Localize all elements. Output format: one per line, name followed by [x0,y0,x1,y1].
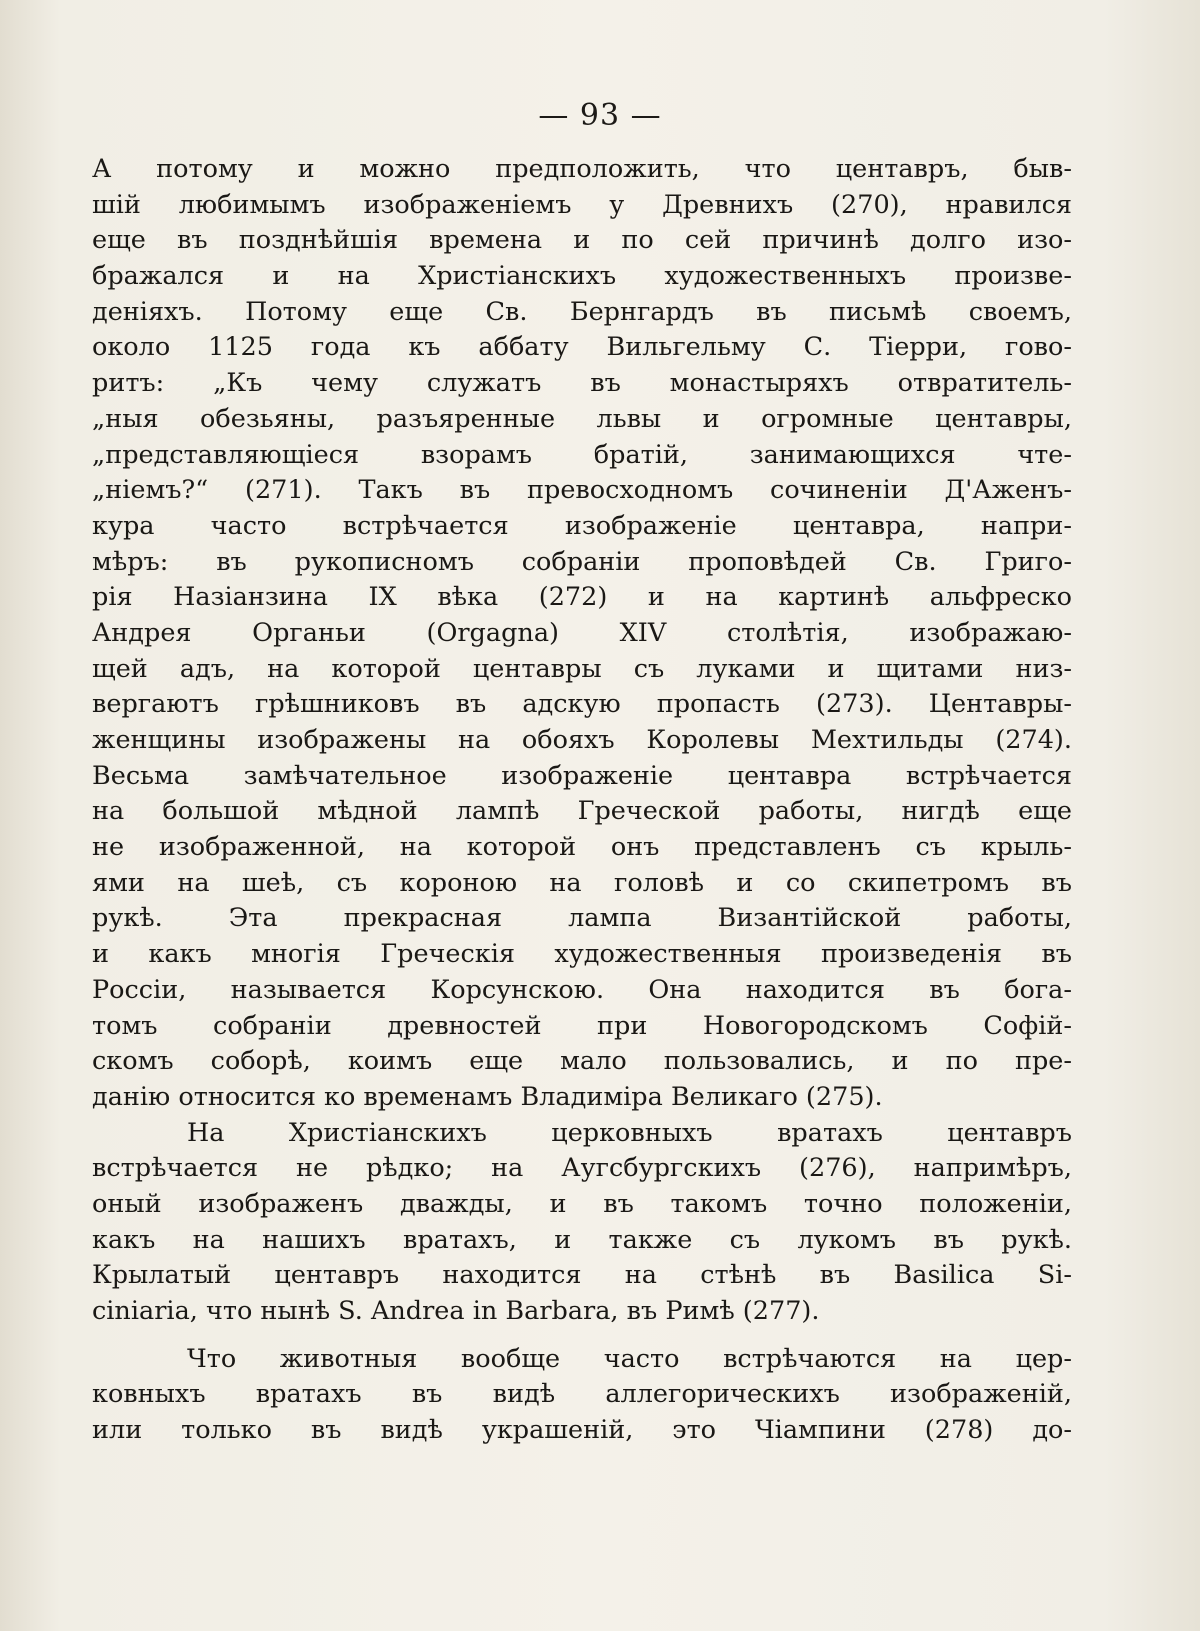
text-line: не изображенной, на которой онъ представленъ съ крыль- [92,832,1072,863]
text-line: ciniaria, что нынѣ S. Andrea in Barbara, въ Римѣ (277). [92,1296,820,1326]
text-line: вергаютъ грѣшниковъ въ адскую пропасть (273). Центавры- [92,689,1072,720]
text-line: еще въ позднѣйшія времена и по сей причинѣ долго изо- [92,225,1072,256]
text-line: Весьма замѣчательное изображеніе центавра встрѣчается [92,760,1072,791]
text-line: на большой мѣдной лампѣ Греческой работы, нигдѣ еще [92,796,1072,827]
text-line: мѣръ: въ рукописномъ собраніи проповѣдей Св. Григо- [92,546,1072,577]
text-line: данію относится ко временамъ Владиміра Великаго (275). [92,1081,883,1112]
text-line: Что животныя вообще часто встрѣчаются на цер- [187,1343,1072,1374]
text-line: женщины изображены на обояхъ Королевы Мехтильды (274). [92,725,1072,755]
text-line: кура часто встрѣчается изображеніе центавра, напри- [92,510,1072,541]
text-line: скомъ соборѣ, коимъ еще мало пользовались, и по пре- [92,1046,1072,1077]
paragraph-2 [92,1116,1072,1330]
text-line: Андрея Органьи (Orgagna) XIV столѣтія, изображаю- [92,617,1072,648]
body-text [92,152,1072,1449]
paragraph-3 [92,1342,1072,1449]
text-line: ритъ: „Къ чему служатъ въ монастыряхъ отвратитель- [92,368,1072,399]
text-line: рія Назіанзина IX вѣка (272) и на картинѣ альфреско [92,582,1072,613]
text-line: какъ на нашихъ вратахъ, и также съ лукомъ въ рукѣ. [92,1224,1072,1255]
text-line: бражался и на Христіанскихъ художественныхъ произве- [92,261,1072,292]
page-number: — 93 — [538,98,662,133]
text-line: Крылатый центавръ находится на стѣнѣ въ Basilica Si- [92,1260,1072,1291]
text-line: рукѣ. Эта прекрасная лампа Византійской работы, [92,903,1072,934]
paragraph-gap [92,1330,1072,1342]
text-line: Россіи, называется Корсунскою. Она находится въ бога- [92,974,1072,1005]
text-line: А потому и можно предположить, что центавръ, быв- [92,154,1072,184]
text-line: около 1125 года къ аббату Вильгельму С. Тіерри, гово- [92,332,1072,363]
text-line: „ныя обезьяны, разъяренные львы и огромные центавры, [92,403,1072,434]
text-line: и какъ многія Греческія художественныя произведенія въ [92,939,1072,970]
text-line: томъ собраніи древностей при Новогородскомъ Софій- [92,1010,1072,1041]
text-line: или только въ видѣ украшеній, это Чіампини (278) до- [92,1415,1072,1446]
text-line: шій любимымъ изображеніемъ у Древнихъ (270), нравился [92,189,1072,220]
text-line: встрѣчается не рѣдко; на Аугсбургскихъ (276), напримѣръ, [92,1153,1072,1184]
text-line: щей адъ, на которой центавры съ луками и щитами низ- [92,653,1072,684]
text-line: ковныхъ вратахъ въ видѣ аллегорическихъ изображеній, [92,1379,1072,1410]
paragraph-1 [92,152,1072,1116]
text-line: оный изображенъ дважды, и въ такомъ точно положеніи, [92,1188,1072,1219]
text-line: На Христіанскихъ церковныхъ вратахъ центавръ [187,1117,1072,1148]
text-line: „представляющіеся взорамъ братій, занимающихся чте- [92,439,1072,470]
text-line: „ніемъ?“ (271). Такъ въ превосходномъ сочиненіи Д'Аженъ- [92,475,1072,506]
text-line: ями на шеѣ, съ короною на головѣ и со скипетромъ въ [92,867,1072,898]
text-line: деніяхъ. Потому еще Св. Бернгардъ въ письмѣ своемъ, [92,296,1072,327]
